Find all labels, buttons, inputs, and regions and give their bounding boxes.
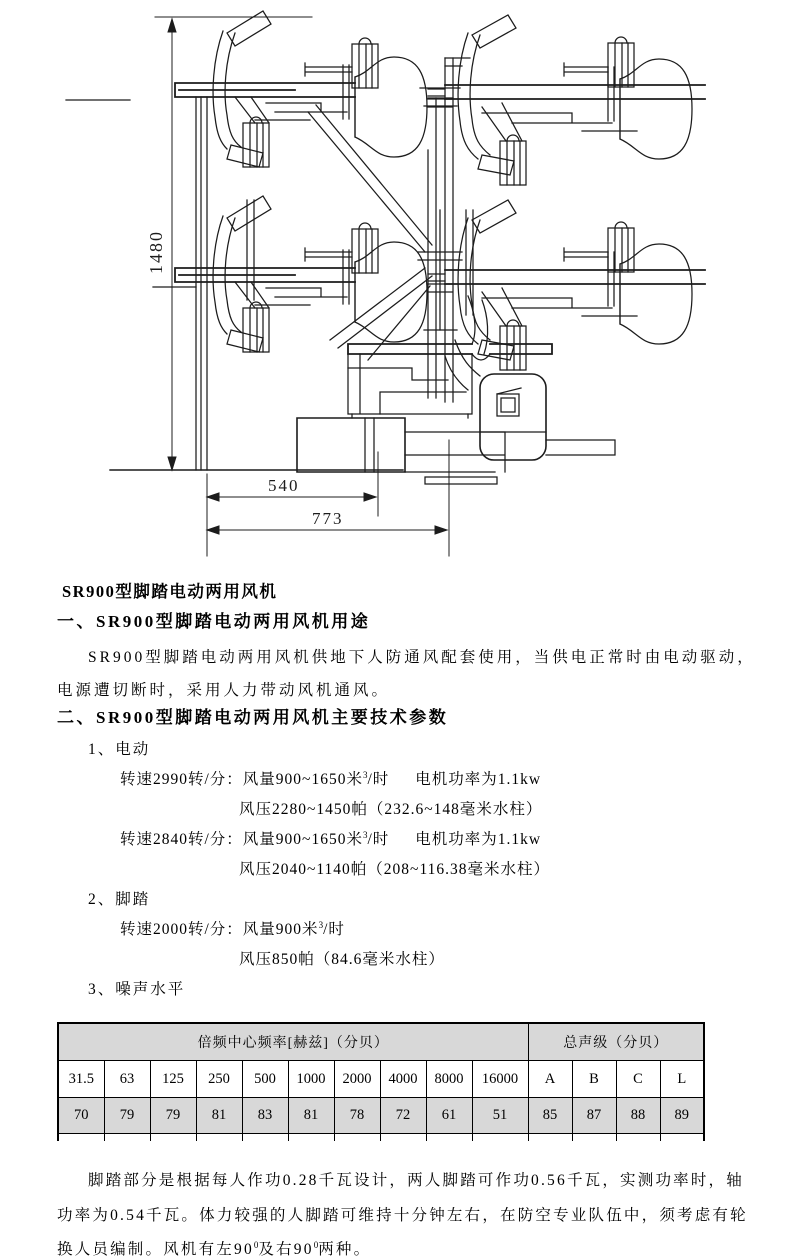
spec-item1-label: 1、电动 <box>88 741 151 758</box>
table-header-row <box>58 1023 704 1061</box>
spec-text: 转速2840转/分：风量900~1650米 <box>120 831 363 848</box>
section2-heading: 二、SR900型脚踏电动两用风机主要技术参数 <box>57 708 449 727</box>
table-value-row <box>58 1098 704 1134</box>
freq-label-cell: 8000 <box>426 1061 472 1098</box>
spec-motor-speed2 <box>120 827 541 849</box>
freq-value-cell: 81 <box>196 1098 242 1134</box>
spec-motor-pressure2: 风压2040~1140帕（208~116.38毫米水柱） <box>239 861 550 878</box>
freq-label-cell: 31.5 <box>58 1061 104 1098</box>
footer-text: 及右90 <box>258 1241 314 1258</box>
dim-label-540: 540 <box>268 476 300 495</box>
spec-motor-speed1 <box>120 767 541 789</box>
footer-text: 两种。 <box>318 1241 372 1258</box>
freq-value-cell: 51 <box>472 1098 528 1134</box>
table-bottom-stub-row <box>58 1134 704 1142</box>
footer-paragraph-line3 <box>57 1237 371 1259</box>
freq-value-cell: 61 <box>426 1098 472 1134</box>
spec-text: 转速2990转/分：风量900~1650米 <box>120 771 363 788</box>
spec-motor-power2: 电机功率为1.1kw <box>415 831 542 848</box>
rider-station-top-left <box>175 11 452 167</box>
freq-label-cell: 2000 <box>334 1061 380 1098</box>
table-frequency-row <box>58 1061 704 1098</box>
motor-box <box>480 374 546 460</box>
footer-paragraph-line2: 功率为0.54千瓦。体力较强的人脚踏可维持十分钟左右，在防空专业队伍中，须考虑有轮 <box>57 1207 748 1224</box>
footer-text: 换人员编制。风机有左90 <box>57 1241 254 1258</box>
freq-label-cell: 63 <box>104 1061 150 1098</box>
superscript-0: 0 <box>253 1240 259 1250</box>
level-value-cell: 85 <box>528 1098 572 1134</box>
superscript-3: 3 <box>318 920 324 930</box>
level-value-cell: 89 <box>660 1098 704 1134</box>
level-label-cell: B <box>572 1061 616 1098</box>
superscript-0: 0 <box>313 1240 319 1250</box>
spec-motor-pressure1: 风压2280~1450帕（232.6~148毫米水柱） <box>239 801 543 818</box>
page-title: SR900型脚踏电动两用风机 <box>62 582 278 601</box>
spec-motor-power1: 电机功率为1.1kw <box>415 771 542 788</box>
section1-paragraph-line2: 电源遭切断时，采用人力带动风机通风。 <box>57 682 391 699</box>
freq-label-cell: 16000 <box>472 1061 528 1098</box>
freq-value-cell: 83 <box>242 1098 288 1134</box>
section1-paragraph-line1: SR900型脚踏电动两用风机供地下人防通风配套使用，当供电正常时由电动驱动， <box>88 649 756 666</box>
noise-level-table <box>57 1022 705 1141</box>
dimension-773 <box>207 440 449 556</box>
freq-label-cell: 125 <box>150 1061 196 1098</box>
freq-label-cell: 500 <box>242 1061 288 1098</box>
rider-station-top-right <box>428 15 705 185</box>
dimension-540 <box>207 452 378 556</box>
freq-label-cell: 4000 <box>380 1061 426 1098</box>
freq-label-cell: 250 <box>196 1061 242 1098</box>
level-value-cell: 88 <box>616 1098 660 1134</box>
freq-value-cell: 79 <box>104 1098 150 1134</box>
header-total-level: 总声级（分贝） <box>528 1023 704 1061</box>
spec-text: /时 <box>367 831 390 848</box>
freq-value-cell: 79 <box>150 1098 196 1134</box>
level-label-cell: A <box>528 1061 572 1098</box>
spec-text: 转速2000转/分：风量900米 <box>120 921 319 938</box>
spec-text: /时 <box>367 771 390 788</box>
technical-drawing <box>0 0 800 562</box>
superscript-3: 3 <box>362 830 368 840</box>
freq-value-cell: 72 <box>380 1098 426 1134</box>
header-octave-band: 倍频中心频率[赫兹]（分贝） <box>58 1023 528 1061</box>
spec-item2-label: 2、脚踏 <box>88 891 151 908</box>
level-label-cell: L <box>660 1061 704 1098</box>
dim-label-1480: 1480 <box>146 230 166 274</box>
superscript-3: 3 <box>362 770 368 780</box>
freq-label-cell: 1000 <box>288 1061 334 1098</box>
spec-text: /时 <box>323 921 345 938</box>
spec-item3-label: 3、噪声水平 <box>88 981 186 998</box>
fan-housing <box>348 296 552 418</box>
level-label-cell: C <box>616 1061 660 1098</box>
spec-pedal-speed <box>120 917 345 939</box>
base-frame <box>110 418 615 484</box>
footer-paragraph-line1: 脚踏部分是根据每人作功0.28千瓦设计，两人脚踏可作功0.56千瓦，实测功率时，轴 <box>88 1172 744 1189</box>
dimension-1480 <box>155 17 312 470</box>
section1-heading: 一、SR900型脚踏电动两用风机用途 <box>57 612 371 631</box>
freq-value-cell: 81 <box>288 1098 334 1134</box>
level-value-cell: 87 <box>572 1098 616 1134</box>
spec-pedal-pressure: 风压850帕（84.6毫米水柱） <box>239 951 445 968</box>
freq-value-cell: 78 <box>334 1098 380 1134</box>
freq-value-cell: 70 <box>58 1098 104 1134</box>
center-shaft <box>308 58 470 402</box>
dim-label-773: 773 <box>312 509 344 528</box>
